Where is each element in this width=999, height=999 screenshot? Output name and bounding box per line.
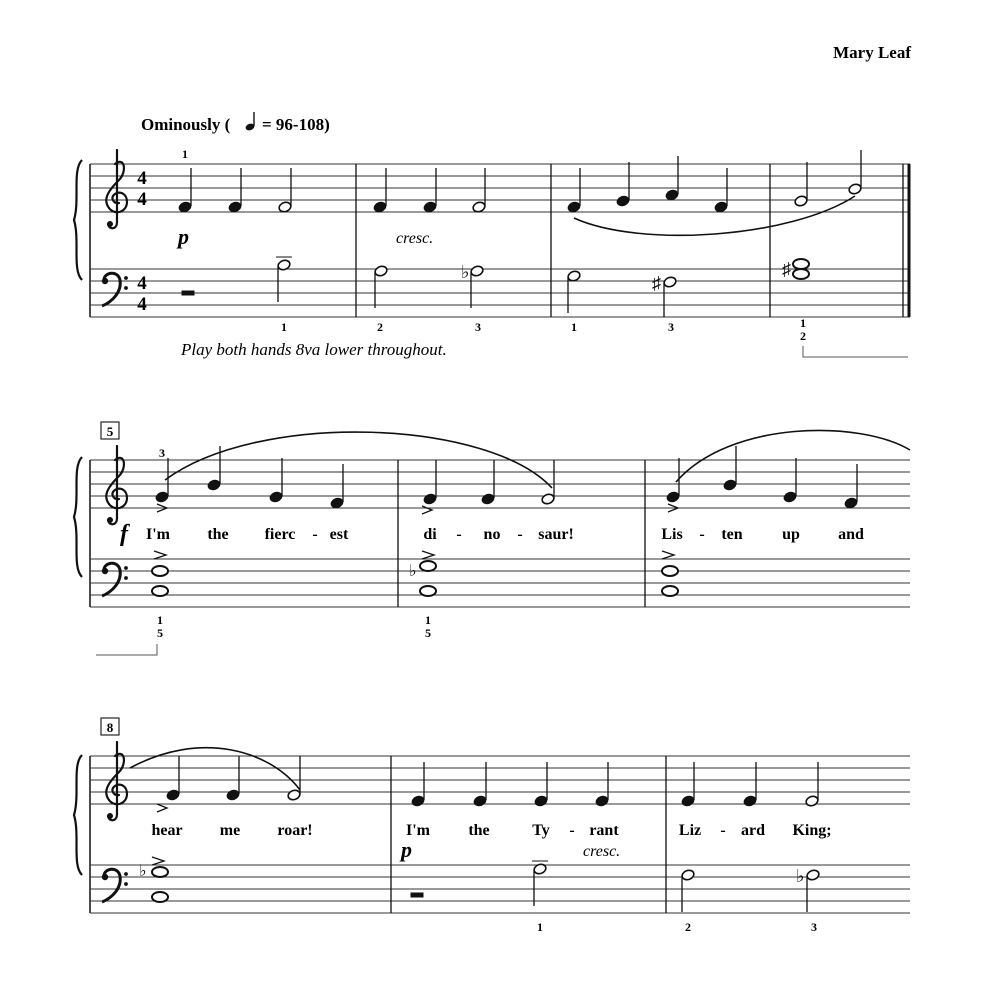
note	[848, 150, 862, 195]
note	[844, 464, 858, 509]
system-1	[74, 147, 910, 359]
bass-fingerings-2	[157, 613, 431, 640]
fingering: 1	[157, 613, 163, 627]
pedal-bracket	[803, 346, 908, 357]
sharp-icon: ♯	[652, 273, 661, 293]
dynamic-cresc: cresc.	[583, 843, 621, 860]
flat-icon: ♭	[461, 262, 470, 282]
lyric: Lis	[661, 526, 683, 543]
lyrics-line-2	[146, 526, 864, 543]
pedal-bracket	[96, 644, 157, 655]
lyric: -	[699, 526, 705, 543]
system-2	[74, 422, 910, 655]
lyric: di	[423, 526, 437, 543]
lyric: -	[456, 526, 462, 543]
time-sig-top: 4	[137, 168, 147, 189]
note	[276, 257, 292, 302]
fingering: 1	[425, 613, 431, 627]
treble-clef-icon	[106, 446, 127, 524]
tempo-value: = 96-108)	[262, 115, 330, 134]
lyric: up	[782, 526, 800, 543]
brace-icon	[74, 160, 82, 280]
lyric: -	[312, 526, 318, 543]
lyric: no	[483, 526, 501, 543]
note	[806, 869, 820, 912]
treble-staff-3	[90, 756, 910, 804]
lyric: hear	[151, 822, 183, 839]
note	[178, 168, 192, 213]
performance-instruction: Play both hands 8va lower throughout.	[181, 340, 447, 359]
lyric: -	[720, 822, 726, 839]
fingering: 3	[159, 446, 165, 460]
fingering: 1	[571, 320, 577, 334]
lyric: me	[219, 822, 241, 839]
lyric: rant	[589, 822, 619, 839]
treble-clef-icon	[106, 742, 127, 820]
note	[481, 460, 495, 505]
treble-notes-3	[166, 756, 819, 807]
treble-staff-1	[90, 164, 910, 212]
half-rest-icon	[411, 893, 423, 897]
dynamic-p: p	[401, 837, 412, 862]
fingering: 2	[377, 320, 383, 334]
fingering: 5	[157, 626, 163, 640]
bass-notes-1	[182, 257, 809, 317]
lyric: the	[207, 526, 229, 543]
tempo-marking	[141, 112, 330, 134]
lyric: King;	[792, 822, 832, 839]
note	[567, 168, 581, 213]
lyric: Ty	[532, 822, 550, 839]
bass-clef-icon	[102, 563, 128, 596]
note	[805, 762, 819, 807]
slur	[130, 748, 300, 790]
lyric: roar!	[277, 822, 313, 839]
lyric: ard	[741, 822, 765, 839]
barlines-1	[356, 164, 909, 317]
lyric: fierc	[264, 526, 296, 543]
measure-number: 5	[106, 424, 114, 439]
note	[595, 762, 609, 807]
time-sig-top-bass: 4	[137, 273, 147, 294]
note	[534, 762, 548, 807]
lyric: Liz	[678, 822, 702, 839]
fingering: 1	[800, 316, 806, 330]
tempo-word: Ominously (	[141, 115, 231, 134]
bass-staff-2	[90, 559, 910, 607]
note	[470, 265, 484, 308]
flat-icon: ♭	[139, 863, 147, 880]
note	[226, 756, 240, 801]
fingering: 3	[475, 320, 481, 334]
brace-icon	[74, 457, 82, 577]
note	[681, 869, 695, 912]
note	[723, 446, 737, 491]
slur	[574, 196, 855, 235]
bass-fingerings-1	[281, 316, 806, 343]
note	[269, 458, 283, 503]
bass-notes-3	[139, 861, 820, 912]
lyric: ten	[721, 526, 743, 543]
note	[663, 276, 677, 317]
note	[665, 156, 679, 201]
note	[278, 168, 292, 213]
dynamic-cresc: cresc.	[396, 230, 434, 247]
note	[532, 861, 548, 906]
lyric: saur!	[538, 526, 574, 543]
accent-marks	[154, 504, 678, 559]
brace-icon	[74, 755, 82, 875]
bass-notes-2	[152, 561, 678, 596]
dynamic-f: f	[120, 521, 128, 547]
treble-clef-icon	[106, 150, 127, 228]
note	[411, 762, 425, 807]
treble-notes-1	[178, 150, 862, 213]
lyric: -	[517, 526, 523, 543]
fingering: 5	[425, 626, 431, 640]
note	[423, 460, 437, 505]
lyric: est	[329, 526, 349, 543]
time-signature-1	[137, 168, 147, 315]
bass-fingerings-3	[537, 920, 817, 934]
system-3	[74, 718, 910, 934]
note	[541, 460, 555, 505]
dynamic-p: p	[178, 224, 189, 249]
note	[783, 458, 797, 503]
fingering: 2	[800, 329, 806, 343]
note	[166, 756, 180, 801]
bass-clef-icon	[102, 869, 128, 902]
fingering: 2	[685, 920, 691, 934]
bass-clef-icon	[102, 273, 128, 306]
note	[374, 265, 388, 308]
bass-staff-3	[90, 865, 910, 913]
lyric: the	[468, 822, 490, 839]
note	[423, 168, 437, 213]
flat-icon: ♭	[796, 866, 805, 886]
measure-number: 8	[106, 720, 114, 735]
flat-icon: ♭	[409, 563, 417, 580]
sharp-icon: ♯	[782, 259, 791, 279]
lyric: -	[569, 822, 575, 839]
lyric: I'm	[406, 822, 430, 839]
note	[473, 762, 487, 807]
lyric: and	[838, 526, 864, 543]
note	[155, 458, 169, 503]
note	[681, 762, 695, 807]
note	[567, 270, 581, 313]
note	[472, 168, 486, 213]
fingering: 1	[182, 147, 188, 161]
lyric: I'm	[146, 526, 170, 543]
time-sig-bottom: 4	[137, 189, 147, 210]
note	[616, 162, 630, 207]
composer-name: Mary Leaf	[833, 43, 911, 62]
slur	[676, 430, 910, 482]
note	[743, 762, 757, 807]
fingering: 1	[281, 320, 287, 334]
fingering: 3	[811, 920, 817, 934]
note	[330, 464, 344, 509]
quarter-note-icon	[245, 112, 256, 132]
time-sig-bottom-bass: 4	[137, 294, 147, 315]
note	[794, 162, 808, 207]
note	[714, 168, 728, 213]
treble-notes-2	[155, 446, 858, 509]
fingering: 1	[537, 920, 543, 934]
note	[373, 168, 387, 213]
lyrics-line-3	[151, 822, 831, 839]
half-rest-icon	[182, 291, 194, 295]
note	[228, 168, 242, 213]
fingering: 3	[668, 320, 674, 334]
